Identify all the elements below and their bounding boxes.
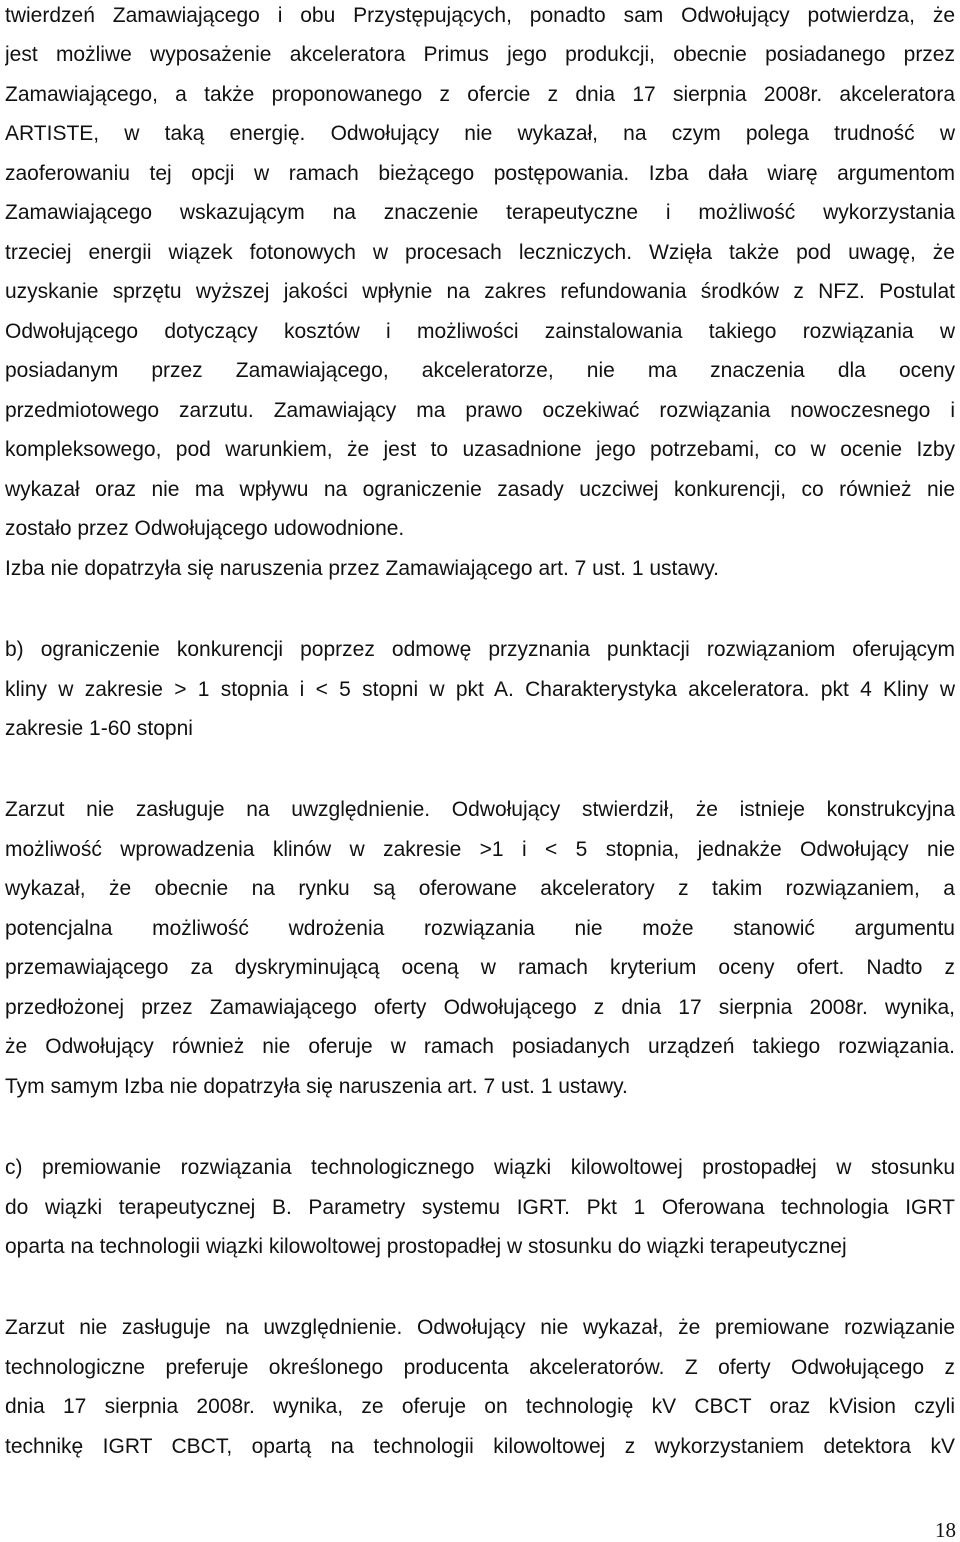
text-line: do wiązki terapeutycznej B. Parametry systemu IGRT. Pkt 1 Oferowana technologia IGRT: [5, 1196, 955, 1219]
text-line: zostało przez Odwołującego udowodnione.: [5, 517, 405, 540]
text-line: ARTISTE, w taką energię. Odwołujący nie wykazał, na czym polega trudność w: [5, 122, 955, 145]
text-line: b) ograniczenie konkurencji poprzez odmowę przyznania punktacji rozwiązaniom oferującym: [5, 638, 955, 661]
text-line: możliwość wprowadzenia klinów w zakresie >1 i < 5 stopnia, jednakże Odwołujący nie: [5, 838, 955, 861]
text-line: uzyskanie sprzętu wyższej jakości wpłynie na zakres refundowania środków z NFZ. Postulat: [5, 280, 955, 303]
text-line: twierdzeń Zamawiającego i obu Przystępujących, ponadto sam Odwołujący potwierdza, że: [5, 4, 955, 27]
text-line: technikę IGRT CBCT, opartą na technologii kilowoltowej z wykorzystaniem detektora kV: [5, 1435, 955, 1458]
text-line: wykazał, że obecnie na rynku są oferowane akceleratory z takim rozwiązaniem, a: [5, 877, 955, 900]
text-line: przemawiającego za dyskryminującą oceną w ramach kryterium oceny ofert. Nadto z: [5, 956, 955, 979]
text-line: oparta na technologii wiązki kilowoltowej prostopadłej w stosunku do wiązki terapeutycznej: [5, 1235, 847, 1258]
text-line: kliny w zakresie > 1 stopnia i < 5 stopni w pkt A. Charakterystyka akceleratora. pkt 4 Kliny w: [5, 678, 955, 701]
text-line: Zamawiającego wskazującym na znaczenie terapeutyczne i możliwość wykorzystania: [5, 201, 955, 224]
text-line: potencjalna możliwość wdrożenia rozwiązania nie może stanowić argumentu: [5, 917, 955, 940]
text-line: Zarzut nie zasługuje na uwzględnienie. Odwołujący stwierdził, że istnieje konstrukcyjna: [5, 798, 955, 821]
text-line: Odwołującego dotyczący kosztów i możliwości zainstalowania takiego rozwiązania w: [5, 320, 955, 343]
text-line: technologiczne preferuje określonego producenta akceleratorów. Z oferty Odwołującego z: [5, 1356, 955, 1379]
page-number: 18: [935, 1518, 956, 1542]
text-line: c) premiowanie rozwiązania technologicznego wiązki kilowoltowej prostopadłej w stosunku: [5, 1156, 955, 1179]
text-line: wykazał oraz nie ma wpływu na ograniczenie zasady uczciwej konkurencji, co również nie: [5, 478, 955, 501]
text-line: że Odwołujący również nie oferuje w ramach posiadanych urządzeń takiego rozwiązania.: [5, 1035, 955, 1058]
text-line: Zarzut nie zasługuje na uwzględnienie. Odwołujący nie wykazał, że premiowane rozwiązanie: [5, 1316, 955, 1339]
text-line: przedmiotowego zarzutu. Zamawiający ma prawo oczekiwać rozwiązania nowoczesnego i: [5, 399, 955, 422]
text-line: zakresie 1-60 stopni: [5, 717, 193, 740]
text-line: trzeciej energii wiązek fotonowych w procesach leczniczych. Wzięła także pod uwagę, że: [5, 241, 955, 264]
text-line: Tym samym Izba nie dopatrzyła się naruszenia art. 7 ust. 1 ustawy.: [5, 1075, 628, 1098]
text-line: posiadanym przez Zamawiającego, akceleratorze, nie ma znaczenia dla oceny: [5, 359, 955, 382]
text-line: przedłożonej przez Zamawiającego oferty Odwołującego z dnia 17 sierpnia 2008r. wynika,: [5, 996, 955, 1019]
text-line: Izba nie dopatrzyła się naruszenia przez Zamawiającego art. 7 ust. 1 ustawy.: [5, 557, 719, 580]
text-line: kompleksowego, pod warunkiem, że jest to uzasadnione jego potrzebami, co w ocenie Izby: [5, 438, 955, 461]
text-line: zaoferowaniu tej opcji w ramach bieżącego postępowania. Izba dała wiarę argumentom: [5, 162, 955, 185]
text-line: Zamawiającego, a także proponowanego z ofercie z dnia 17 sierpnia 2008r. akceleratora: [5, 83, 955, 106]
text-line: jest możliwe wyposażenie akceleratora Primus jego produkcji, obecnie posiadanego przez: [5, 43, 955, 66]
text-line: dnia 17 sierpnia 2008r. wynika, ze oferuje on technologię kV CBCT oraz kVision czyli: [5, 1395, 955, 1418]
